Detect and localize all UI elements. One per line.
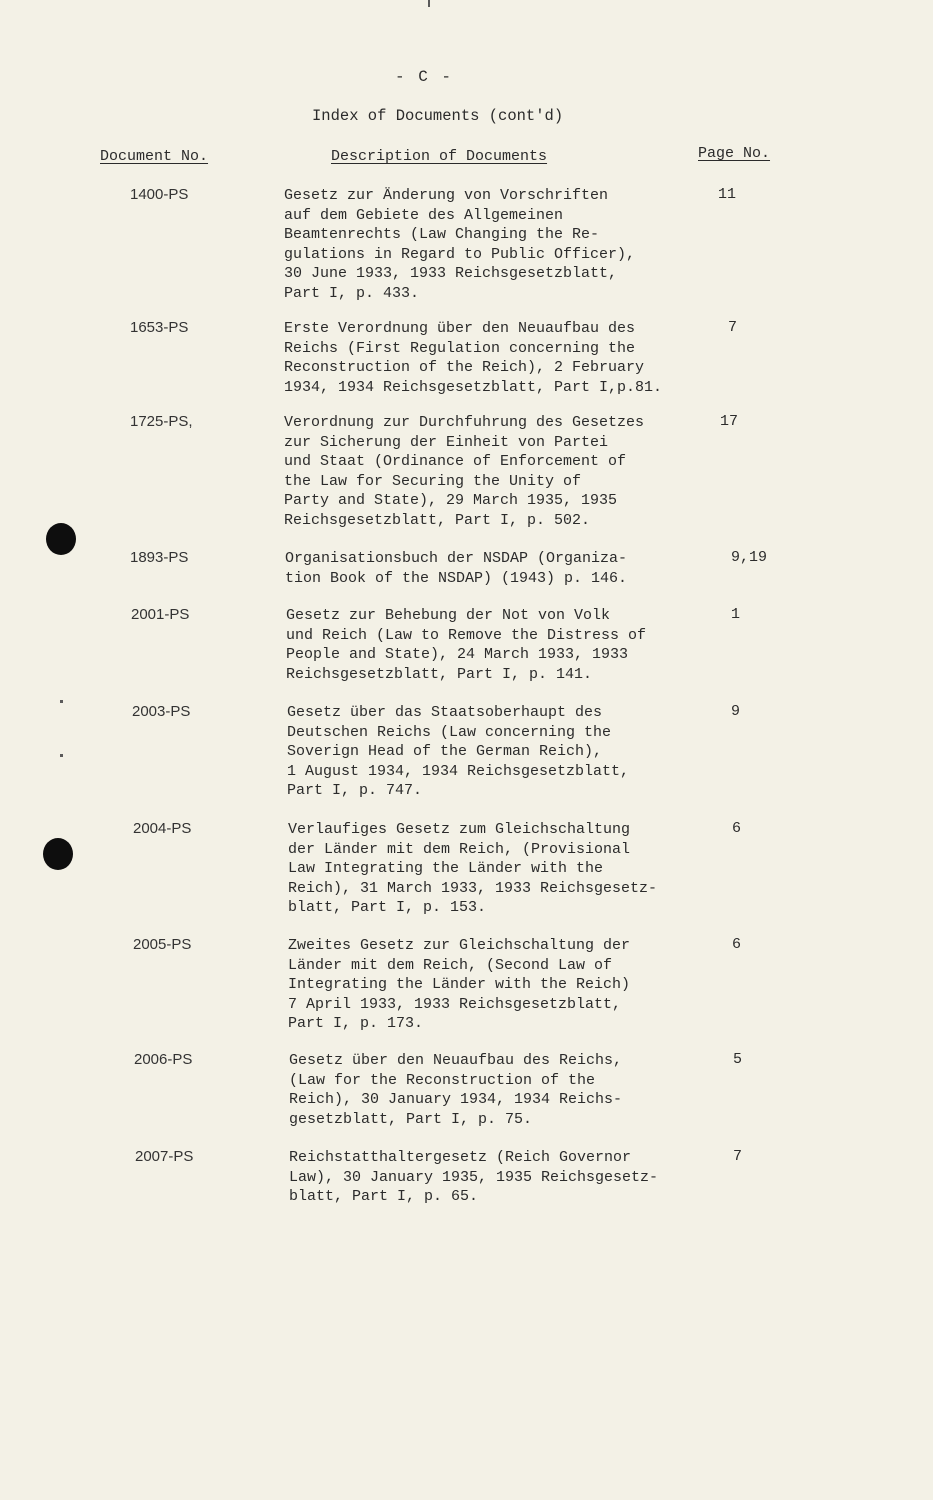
document-description: Erste Verordnung über den Neuaufbau des Reichs (First Regulation concerning the Reconstruction of the Reich), 2 February 1934, 1934 Reichsgesetzblatt, Part I,p.81. [284, 320, 663, 396]
document-description: Gesetz über das Staatsoberhaupt des Deutschen Reichs (Law concerning the Soverign Head of the German Reich), 1 August 1934, 1934 Reichsgesetzblatt, Part I, p. 747. [287, 704, 630, 800]
document-number: 2004-PS [133, 820, 192, 837]
document-description: Gesetz zur Behebung der Not von Volk und Reich (Law to Remove the Distress of People and State), 24 March 1933, 1933 Reichsgesetzblatt, Part I, p. 141. [286, 607, 647, 683]
column-header-document-no: Document No. [100, 148, 209, 165]
document-description: Organisationsbuch der NSDAP (Organiza- tion Book of the NSDAP) (1943) p. 146. [285, 550, 628, 587]
document-description: Reichstatthaltergesetz (Reich Governor Law), 30 January 1935, 1935 Reichsgesetz- blatt, Part I, p. 65. [289, 1149, 659, 1206]
document-description: Gesetz zur Änderung von Vorschriften auf dem Gebiete des Allgemeinen Beamtenrechts (Law Changing the Re- gulations in Regard to Public Officer), 30 June 1933, 1933 Reichsgesetzblatt, Part I, p. 433. [284, 187, 636, 302]
punch-hole-lower [43, 838, 73, 870]
document-number: 1725-PS, [130, 413, 193, 430]
page-number: 5 [733, 1051, 743, 1068]
document-number: 2003-PS [132, 703, 191, 720]
column-header-description: Description of Documents [331, 148, 548, 165]
document-number: 1893-PS [130, 549, 189, 566]
page-number: 11 [718, 186, 737, 203]
margin-tick [60, 700, 63, 703]
document-description: Gesetz über den Neuaufbau des Reichs, (Law for the Reconstruction of the Reich), 30 January 1934, 1934 Reichs- gesetzblatt, Part I, p. 75. [289, 1052, 623, 1128]
page-number: 7 [728, 319, 738, 336]
margin-tick [60, 754, 63, 757]
top-edge-mark [428, 0, 430, 7]
page-number: 6 [732, 820, 742, 837]
document-number: 1653-PS [130, 319, 189, 336]
page-marker: - C - [395, 68, 454, 86]
document-description: Zweites Gesetz zur Gleichschaltung der Länder mit dem Reich, (Second Law of Integrating the Länder with the Reich) 7 April 1933, 1933 Reichsgesetzblatt, Part I, p. 173. [288, 937, 631, 1033]
document-description: Verlaufiges Gesetz zum Gleichschaltung der Länder mit dem Reich, (Provisional Law Integrating the Länder with the Reich), 31 March 1933, 1933 Reichsgesetz- blatt, Part I, p. 153. [288, 821, 658, 917]
document-number: 2001-PS [131, 606, 190, 623]
column-header-page-no: Page No. [698, 145, 771, 162]
page-number: 1 [731, 606, 741, 623]
page-number: 7 [733, 1148, 743, 1165]
document-number: 2007-PS [135, 1148, 194, 1165]
page-number: 9,19 [731, 549, 768, 566]
document-number: 2005-PS [133, 936, 192, 953]
document-number: 1400-PS [130, 186, 189, 203]
page-number: 17 [720, 413, 739, 430]
punch-hole-upper [46, 523, 76, 555]
page-number: 9 [731, 703, 741, 720]
page-title: Index of Documents (cont'd) [312, 107, 564, 125]
document-description: Verordnung zur Durchfuhrung des Gesetzes zur Sicherung der Einheit von Partei und Staat (Ordinance of Enforcement of the Law for Securing the Unity of Party and State), 29 March 1935, 1935 Reichsgesetzblatt, Part I, p. 502. [284, 414, 645, 529]
page-number: 6 [732, 936, 742, 953]
document-number: 2006-PS [134, 1051, 193, 1068]
